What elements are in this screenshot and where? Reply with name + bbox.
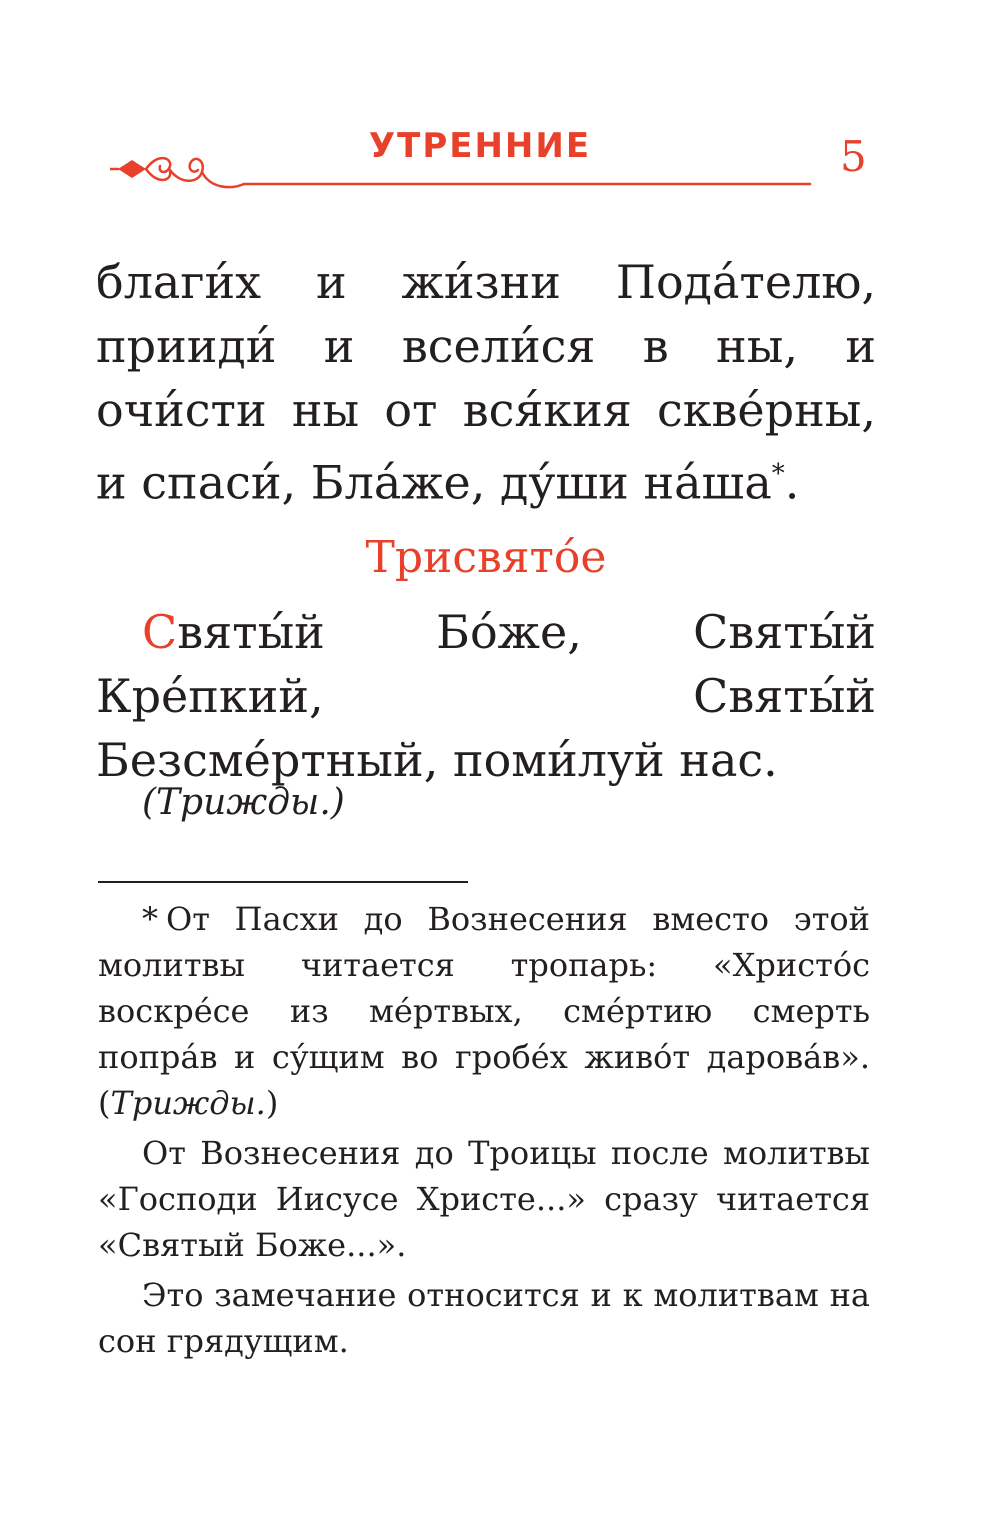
footnote-marker: * (771, 459, 785, 489)
footnote-1-marker: * (142, 900, 158, 938)
body-paragraph (96, 250, 876, 514)
prayer-text: вяты́й Бо́же, Святы́й Кре́пкий, Святы́й Безсме́ртный, поми́луй нас. (96, 605, 876, 787)
prayer-body (96, 600, 876, 792)
prayer-repeat-note: (Трижды.) (142, 782, 345, 823)
page-number: 5 (840, 132, 867, 181)
footnote-2: От Вознесения до Троицы после молитвы «Господи Иисусе Христе...» сразу читается «Святый Боже...». (98, 1134, 870, 1264)
footnote-1 (98, 896, 870, 1126)
running-header (100, 120, 880, 200)
footnote-1-text: От Пасхи до Вознесения вместо этой молитвы читается тропарь: «Христо́с воскре́се из ме́ртвых, сме́ртию смерть попра́в и су́щим во гробе́х живо́т дарова́в». ( (98, 900, 870, 1122)
footnote-1-close: ) (265, 1084, 279, 1122)
prayer-heading: Трисвято́е (365, 532, 607, 583)
footnote-divider (98, 881, 468, 883)
footnotes (98, 896, 870, 1368)
paragraph-text: благи́х и жи́зни Пода́телю, прииди́ и всели́ся в ны, и очи́сти ны от вся́кия скве́рны, и спаси́, Бла́же, ду́ши на́ша (96, 255, 876, 510)
dropcap-letter: С (142, 605, 178, 659)
footnote-3: Это замечание относится и к молитвам на сон грядущим. (98, 1276, 870, 1360)
footnote-1-italic: Трижды. (110, 1084, 266, 1122)
section-title: УТРЕННИЕ (368, 126, 592, 166)
paragraph-end: . (784, 455, 800, 510)
